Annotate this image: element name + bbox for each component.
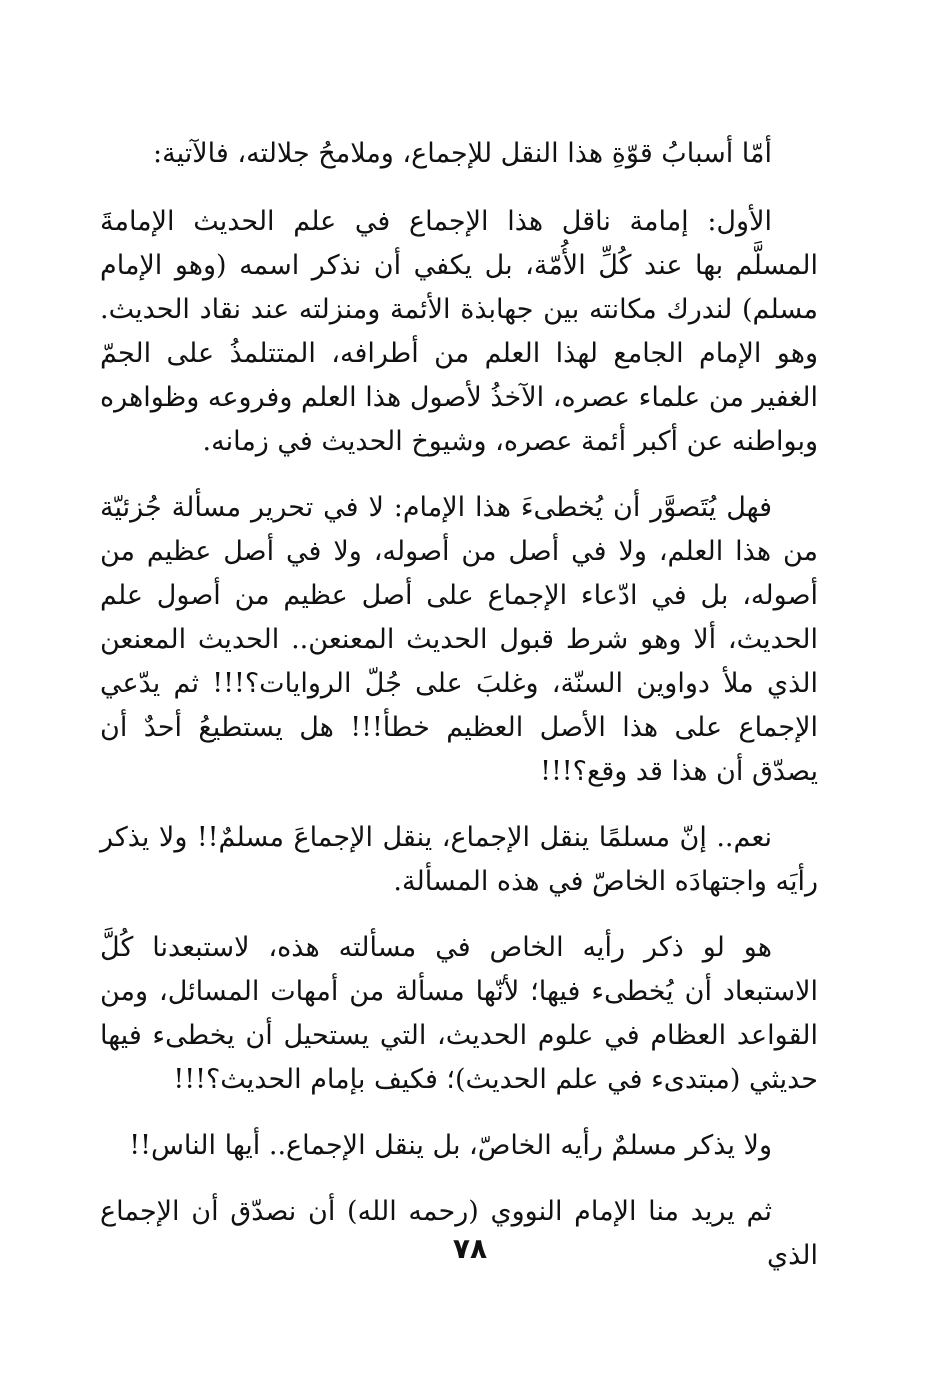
paragraph-continuation: ثم يريد منا الإمام النووي (رحمه الله) أن نصدّق أن الإجماع الذي bbox=[100, 1196, 818, 1271]
paragraph-own-opinion: هو لو ذكر رأيه الخاص في مسألته هذه، لاستبعدنا كُلَّ الاستبعاد أن يُخطىء فيها؛ لأنّها مسألة من أمهات المسائل، ومن القواعد العظام في علوم الحديث، التي يستحيل أن يخطىء فيها حديثي (مبتدىء في علم الحديث)؛ فكيف بإمام الحديث؟!!! bbox=[100, 932, 818, 1095]
paragraph-intro: أمّا أسبابُ قوّةِ هذا النقل للإجماع، وملامحُ جلالته، فالآتية: bbox=[153, 138, 772, 169]
paragraph-first-reason: الأول: إمامة ناقل هذا الإجماع في علم الحديث الإمامةَ المسلَّم بها عند كُلِّ الأُمّة، بل يكفي أن نذكر اسمه (وهو الإمام مسلم) لندرك مكانته بين جهابذة الأئمة ومنزلته عند نقاد الحديث. وهو الإمام الجامع لهذا العلم من أطرافه، المتتلمذُ على الجمّ الغفير من علماء عصره، الآخذُ لأصول هذا العلم وفروعه وظواهره وبواطنه عن أكبر أئمة عصره، وشيوخ الحديث في زمانه. bbox=[100, 206, 818, 457]
page-number: ٧٨ bbox=[452, 1232, 488, 1265]
body-text bbox=[100, 132, 818, 1278]
paragraph-question: فهل يُتَصوَّر أن يُخطىءَ هذا الإمام: لا في تحرير مسألة جُزئيّة من هذا العلم، ولا في أصل من أصوله، ولا في أصل عظيم من أصوله، بل في ادّعاء الإجماع على أصل عظيم من أصول علم الحديث، ألا وهو شرط قبول الحديث المعنعن.. الحديث المعنعن الذي ملأ دواوين السنّة، وغلبَ على جُلّ الروايات؟!!! ثم يدّعي الإجماع على هذا الأصل العظيم خطأ!!! هل يستطيعُ أحدٌ أن يصدّق أن هذا قد وقع؟!!! bbox=[100, 492, 818, 787]
paragraph-people: ولا يذكر مسلمٌ رأيه الخاصّ، بل ينقل الإجماع.. أيها الناس!! bbox=[129, 1130, 772, 1161]
paragraph-yes: نعم.. إنّ مسلمًا ينقل الإجماع، ينقل الإجماعَ مسلمٌ!! ولا يذكر رأيَه واجتهادَه الخاصّ في هذه المسألة. bbox=[100, 822, 818, 897]
